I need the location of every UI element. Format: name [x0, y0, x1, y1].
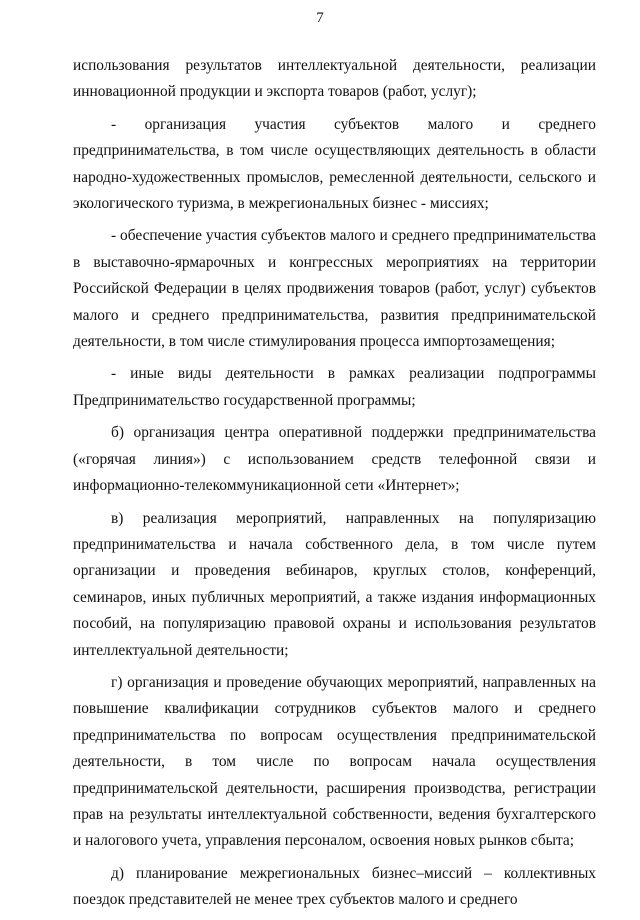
- paragraph: - организация участия субъектов малого и среднего предпринимательства, в том числе осуществляющих деятельность в области народно-художественных промыслов, ремесленной деятельности, сельского и экологического туризма, в межрегиональных бизнес - миссиях;: [73, 115, 596, 213]
- paragraph: - иные виды деятельности в рамках реализации подпрограммы Предпринимательство государственной программы;: [73, 365, 596, 409]
- paragraph: г) организация и проведение обучающих мероприятий, направленных на повышение квалификации сотрудников субъектов малого и среднего предпринимательства по вопросам осуществления предпринимательской деятельности, в том числе по вопросам начала осуществления предпринимательской деятельности, расширения производства, регистрации прав на результаты интеллектуальной собственности, ведения бухгалтерского и налогового учета, управления персоналом, освоения новых рынков сбыта;: [73, 673, 596, 850]
- paragraph: д) планирование межрегиональных бизнес–миссий – коллективных поездок представителей не менее трех субъектов малого и среднего: [73, 864, 596, 909]
- paragraph: использования результатов интеллектуальной деятельности, реализации инновационной продукции и экспорта товаров (работ, услуг);: [73, 57, 596, 101]
- paragraph: б) организация центра оперативной поддержки предпринимательства («горячая линия») с использованием средств телефонной связи и информационно-телекоммуникационной сети «Интернет»;: [73, 424, 596, 495]
- document-body: [73, 53, 596, 920]
- paragraph: - обеспечение участия субъектов малого и среднего предпринимательства в выставочно-ярмарочных и конгрессных мероприятиях на территории Российской Федерации в целях продвижения товаров (работ, услуг) субъектов малого и среднего предпринимательства, развития предпринимательской деятельности, в том числе стимулирования процесса импортозамещения;: [73, 227, 596, 351]
- paragraph: в) реализация мероприятий, направленных на популяризацию предпринимательства и начала собственного дела, в том числе путем организации и проведения вебинаров, круглых столов, конференций, семинаров, иных публичных мероприятий, а также издания информационных пособий, на популяризацию правовой охраны и использования результатов интеллектуальной деятельности;: [73, 509, 596, 659]
- page-number: 7: [316, 10, 324, 26]
